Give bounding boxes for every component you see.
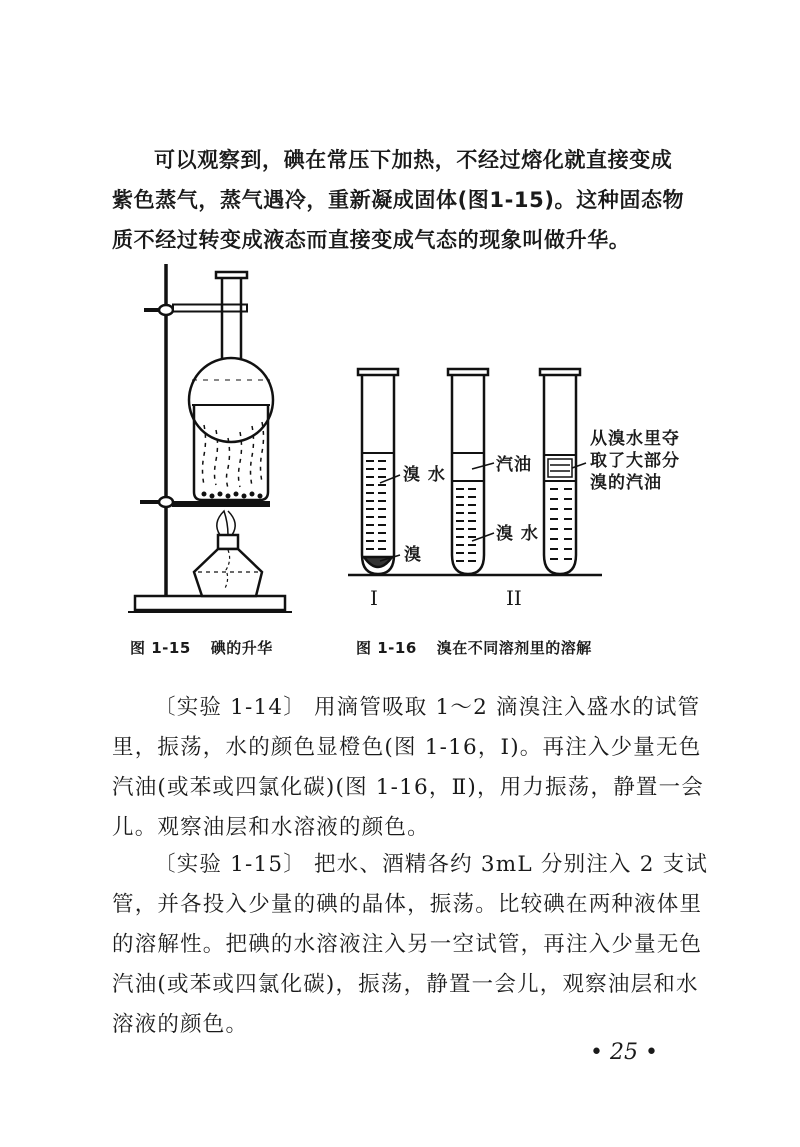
label-extracted-line-3: 溴的汽油 [590, 473, 662, 493]
figure-iodine-sublimation [110, 250, 310, 620]
exp14-line-2: 里，振荡，水的颜色显橙色(图 1-16，Ⅰ)。再注入少量无色 [112, 735, 702, 760]
exp15-line-3: 的溶解性。把碘的水溶液注入另一空试管，再注入少量无色 [112, 932, 703, 957]
caption-fig-1-16 [356, 637, 592, 658]
label-extracted-line-1: 从溴水里夺 [590, 429, 680, 449]
exp15-line-5: 溶液的颜色。 [112, 1012, 249, 1037]
intro-line-1: 可以观察到，碘在常压下加热，不经过熔化就直接变成 [154, 148, 673, 172]
label-extracted-line-2: 取了大部分 [590, 451, 680, 471]
label-bromine: 溴 [404, 545, 422, 565]
roman-numeral-2: II [506, 586, 522, 610]
exp15-line-2: 管，并各投入少量的碘的晶体，振荡。比较碘在两种液体里 [112, 892, 703, 917]
roman-numeral-1: I [370, 586, 378, 610]
caption-fig-1-16-number: 图 1-16 [356, 639, 417, 657]
experiment-1-14 [112, 688, 705, 848]
label-bromine-water-2: 溴 水 [496, 524, 539, 544]
exp15-line-4: 汽油(或苯或四氯化碳)，振荡，静置一会儿，观察油层和水 [112, 972, 699, 997]
label-extracted-gasoline [590, 428, 680, 494]
caption-fig-1-16-title: 溴在不同溶剂里的溶解 [436, 639, 592, 657]
test-tube-1 [358, 369, 400, 574]
test-tube-3 [540, 369, 586, 574]
label-gasoline: 汽油 [496, 455, 532, 475]
intro-line-2: 紫色蒸气，蒸气遇冷，重新凝成固体(图1-15)。这种固态物 [112, 188, 685, 212]
page-number: • 25 • [590, 1040, 658, 1065]
exp14-line-3: 汽油(或苯或四氯化碳)(图 1-16，Ⅱ)，用力振荡，静置一会 [112, 775, 705, 800]
intro-paragraph [112, 140, 692, 260]
intro-line-3: 质不经过转变成液态而直接变成气态的现象叫做升华。 [112, 228, 631, 252]
caption-fig-1-15-number: 图 1-15 [130, 639, 191, 657]
caption-fig-1-15 [130, 637, 273, 658]
experiment-1-15 [112, 845, 709, 1045]
exp14-line-4: 儿。观察油层和水溶液的颜色。 [112, 815, 430, 840]
label-bromine-water-1: 溴 水 [403, 465, 446, 485]
exp14-line-1: 〔实验 1-14〕 用滴管吸取 1～2 滴溴注入盛水的试管 [154, 695, 701, 720]
exp15-line-1: 〔实验 1-15〕 把水、酒精各约 3mL 分别注入 2 支试 [154, 852, 709, 877]
figure-bromine-dissolution [340, 355, 610, 585]
test-tube-2 [448, 369, 494, 574]
caption-fig-1-15-title: 碘的升华 [210, 639, 273, 657]
